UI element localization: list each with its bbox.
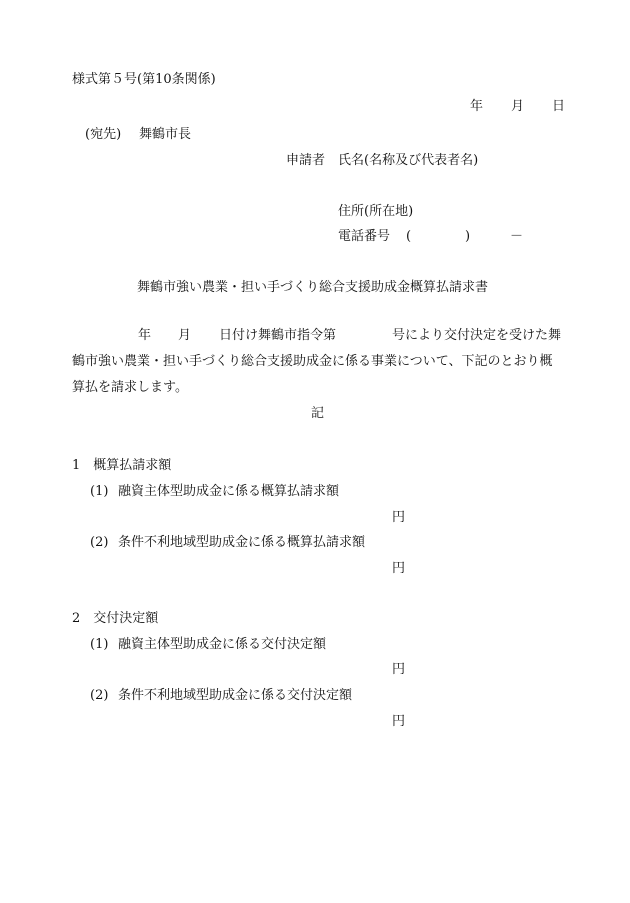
item-unit: 円	[392, 510, 406, 525]
item-label: 融資主体型助成金に係る概算払請求額	[118, 484, 340, 499]
applicant-phone-label: 電話番号	[338, 229, 391, 244]
applicant-phone-dash: －	[510, 229, 524, 244]
ki-mark: 記	[311, 406, 325, 421]
body-month: 月	[178, 328, 192, 343]
applicant-name-label: 氏名(名称及び代表者名)	[338, 153, 479, 168]
addressee-prefix: (宛先)	[85, 127, 122, 142]
addressee-name: 舞鶴市長	[139, 127, 192, 142]
date-year: 年	[470, 99, 484, 114]
body-line2: 鶴市強い農業・担い手づくり総合支援助成金に係る事業について、下記のとおり概	[72, 354, 553, 369]
section-heading: 2 交付決定額	[72, 611, 159, 626]
item-unit: 円	[392, 662, 406, 677]
item-number: (1)	[90, 637, 109, 652]
form-number: 様式第５号(第10条関係)	[72, 72, 216, 87]
item-unit: 円	[392, 714, 406, 729]
date-month: 月	[511, 99, 525, 114]
applicant-label: 申請者	[286, 153, 326, 168]
body-line3: 算払を請求します。	[72, 380, 188, 395]
date-day: 日	[552, 99, 566, 114]
body-line1-tail: 号により交付決定を受けた舞	[392, 328, 562, 343]
item-label: 融資主体型助成金に係る交付決定額	[118, 637, 327, 652]
section-heading: 1 概算払請求額	[72, 458, 172, 473]
body-year: 年	[138, 328, 152, 343]
applicant-phone-open: (	[406, 229, 412, 244]
item-unit: 円	[392, 561, 406, 576]
applicant-phone-close: )	[465, 229, 471, 244]
item-number: (2)	[90, 688, 109, 703]
body-dated-directive: 日付け舞鶴市指令第	[219, 328, 337, 343]
item-label: 条件不利地域型助成金に係る概算払請求額	[118, 535, 366, 550]
item-number: (1)	[90, 484, 109, 499]
applicant-address-label: 住所(所在地)	[338, 204, 414, 219]
item-label: 条件不利地域型助成金に係る交付決定額	[118, 688, 353, 703]
document-title: 舞鶴市強い農業・担い手づくり総合支援助成金概算払請求書	[137, 280, 489, 295]
item-number: (2)	[90, 535, 109, 550]
